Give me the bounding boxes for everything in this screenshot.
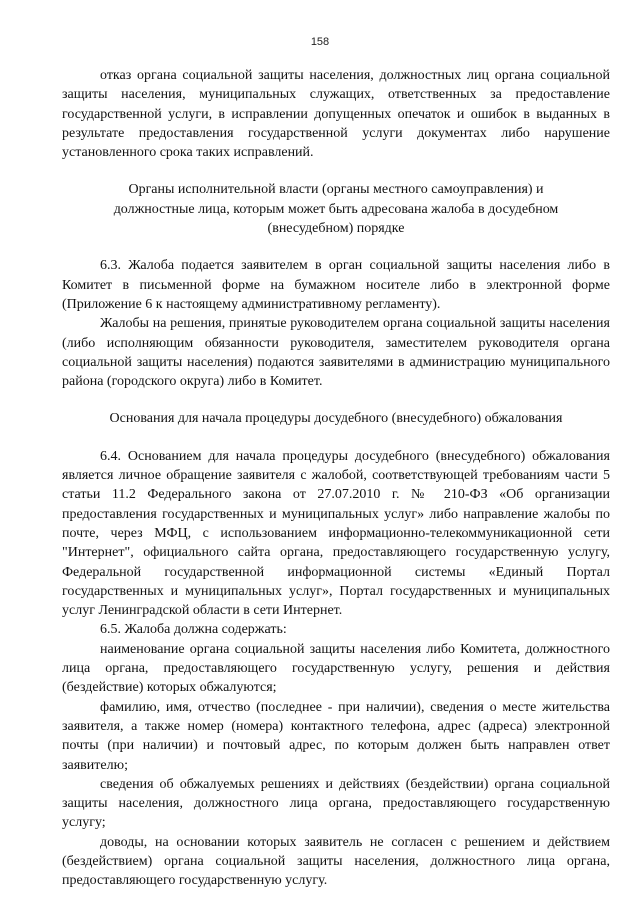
paragraph-item-decisions: сведения об обжалуемых решениях и действиях (бездействии) органа социальной защиты населения, должностного лица органа, предоставляющего государственную услугу; [62, 776, 610, 831]
paragraph-item-personal: фамилию, имя, отчество (последнее - при наличии), сведения о месте жительства заявителя, а также номер (номера) контактного телефона, адрес (адреса) электронной почты (при наличии) и почтовый адрес, по которым должен быть направлен ответ заявителю; [62, 699, 610, 773]
paragraph-6-4: 6.4. Основанием для начала процедуры досудебного (внесудебного) обжалования является личное обращение заявителя с жалобой, соответствующей требованиям части 5 статьи 11.2 Федерального закона от 27.07.2010 г. № 210-ФЗ «Об организации предоставления государственных и муниципальных услуг» либо направление жалобы по почте, через МФЦ, с использованием информационно-телекоммуникационной сети "Интернет", официального сайта органа, предоставляющего государственную услугу, Федеральной государственной информационной системы «Единый Портал государственных и муниципальных услуг», Портал государственных и муниципальных услуг Ленинградской области в сети Интернет. [62, 448, 610, 619]
paragraph-item-arguments: доводы, на основании которых заявитель не согласен с решением и действием (бездействием) органа социальной защиты населения, должностного лица органа, предоставляющего государственную услугу. [62, 834, 610, 889]
page-number: 158 [310, 36, 330, 48]
paragraph-6-5: 6.5. Жалоба должна содержать: [100, 622, 287, 638]
paragraph-item-name: наименование органа социальной защиты населения либо Комитета, должностного лица органа, предоставляющего государственную услугу, решения и действия (бездействие) которых обжалуются; [62, 641, 610, 696]
section-heading-authorities: Органы исполнительной власти (органы местного самоуправления) и должностные лица, которым может быть адресована жалоба в досудебном (внесудебном) порядке [113, 182, 559, 237]
paragraph-complaints-head: Жалобы на решения, принятые руководителем органа социальной защиты населения (либо исполняющим обязанности руководителя, заместителем руководителя органа социальной защиты населения) подаются заявителями в администрацию муниципального района (городского округа) либо в Комитет. [62, 316, 610, 390]
paragraph-refusal: отказ органа социальной защиты населения, должностных лиц органа социальной защиты населения, муниципальных служащих, ответственных за предоставление государственной услуги, в исправлении допущенных опечаток и ошибок в выданных в результате предоставления государственной услуги документах либо нарушение установленного срока таких исправлений. [62, 68, 610, 161]
section-heading-grounds: Основания для начала процедуры досудебного (внесудебного) обжалования [109, 411, 563, 427]
paragraph-6-3: 6.3. Жалоба подается заявителем в орган социальной защиты населения либо в Комитет в письменной форме на бумажном носителе либо в электронной форме (Приложение 6 к настоящему административному регламенту). [62, 258, 610, 312]
document-body [62, 66, 610, 891]
